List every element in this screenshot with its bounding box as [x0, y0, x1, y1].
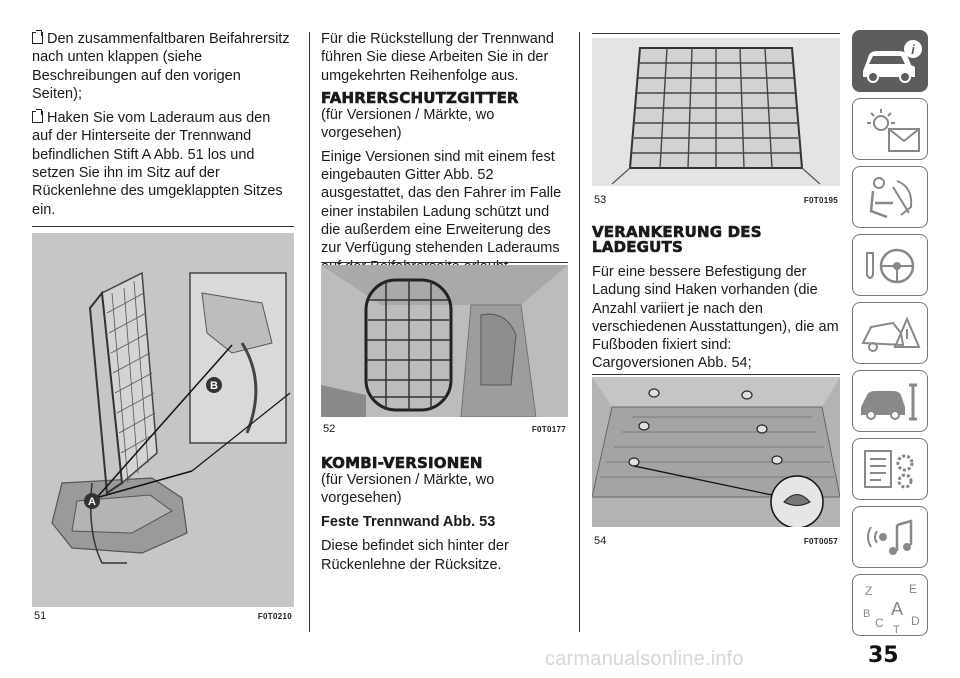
intro-paragraph: Für die Rückstellung der Trennwand führen Sie diese Arbeiten Sie in der umgekehrten Reihenfolge aus.	[321, 31, 554, 84]
tab-car-info[interactable]	[852, 30, 928, 92]
index-letter-t: T	[893, 624, 900, 636]
column-2	[321, 30, 568, 282]
emergency-icon	[853, 303, 929, 365]
cargo-floor-illustration	[592, 377, 840, 527]
figure-51-number: 51	[34, 610, 47, 622]
figure-53	[592, 33, 840, 210]
tab-safety[interactable]	[852, 166, 928, 228]
column-1	[32, 30, 294, 225]
figure-54-number: 54	[594, 535, 607, 547]
column-divider-2	[579, 32, 580, 632]
index-letter-d: D	[911, 614, 920, 628]
column-2-lower	[321, 452, 568, 580]
figure-51	[32, 226, 294, 627]
figure-52-code: F0T0177	[531, 425, 566, 434]
index-letter-e: E	[909, 582, 918, 596]
tab-technical-data[interactable]	[852, 438, 928, 500]
heading-verankerung: VERANKERUNG DES	[592, 223, 762, 241]
tab-starting-driving[interactable]	[852, 234, 928, 296]
bullet-2-text: Haken Sie vom Laderaum aus den auf der Hinterseite der Trennwand befindlichen Stift A Abb. 51 los und setzen Sie ihn im Sitz auf der Rückenlehne des umgeklappten Sitzes ein.	[32, 110, 283, 218]
figure-53-number: 53	[594, 194, 607, 206]
availability-note-2: (für Versionen / Märkte, wo vorgesehen)	[321, 472, 495, 506]
tab-maintenance[interactable]	[852, 370, 928, 432]
driver-grille-illustration	[321, 265, 568, 417]
heading-ladeguts: LADEGUTS	[592, 238, 683, 256]
tab-index[interactable]	[852, 574, 928, 636]
cargo-versions-line: Cargoversionen Abb. 54;	[592, 355, 752, 372]
index-letter-a: A	[891, 599, 904, 619]
fixed-partition-illustration	[592, 38, 840, 186]
figure-54-code: F0T0057	[803, 537, 838, 546]
figure-52	[321, 262, 568, 443]
bullet-1-text: Den zusammenfaltbaren Beifahrersitz nach unten klappen (siehe Beschreibungen auf den vorigen Seiten);	[32, 31, 290, 102]
instruction-bullet-2	[32, 109, 294, 219]
instruction-bullet-1	[32, 30, 294, 103]
index-letter-z: Z	[865, 584, 873, 598]
figure-54	[592, 374, 840, 555]
maintenance-icon	[853, 371, 929, 433]
warning-lights-icon	[853, 99, 929, 161]
figure-51-code: F0T0210	[257, 612, 292, 621]
page-number: 35	[868, 643, 899, 668]
availability-note-1: (für Versionen / Märkte, wo vorgesehen)	[321, 106, 495, 141]
callout-b: B	[210, 380, 218, 392]
seat-partition-illustration	[32, 233, 294, 607]
figure-53-code: F0T0195	[803, 196, 838, 205]
svg-text:i: i	[911, 42, 915, 57]
fixed-partition-heading: Feste Trennwand Abb. 53	[321, 514, 496, 530]
column-divider-1	[309, 32, 310, 632]
figure-54-image	[592, 377, 840, 527]
seat-safety-icon	[853, 167, 929, 229]
checkbox-bullet-icon	[32, 111, 43, 123]
grille-paragraph: Einige Versionen sind mit einem fest eingebauten Gitter Abb. 52 ausgestattet, das den Fahrer im Falle einer instabilen Ladung schützt und die außerdem eine Erweiterung des zur Verfügung stehenden Laderaums	[321, 148, 562, 257]
tab-multimedia[interactable]	[852, 506, 928, 568]
heading-fahrerschutzgitter: FAHRERSCHUTZGITTER	[321, 88, 519, 107]
heading-kombi-versionen: KOMBI-VERSIONEN	[321, 454, 483, 472]
car-info-icon	[853, 31, 929, 93]
figure-52-number: 52	[323, 423, 336, 435]
figure-52-image	[321, 265, 568, 417]
checkbox-bullet-icon	[32, 32, 43, 44]
anchoring-paragraph: Für eine bessere Befestigung der Ladung sind Haken vorhanden (die Anzahl variiert je nach den verschiedenen Ausstattungen), die am Fußboden fixiert sind:	[592, 264, 839, 354]
technical-data-icon	[853, 439, 929, 501]
figure-51-image	[32, 233, 294, 607]
steering-wheel-icon	[853, 235, 929, 297]
index-letter-c: C	[875, 616, 884, 630]
callout-a: A	[88, 496, 96, 508]
tab-warning-lights[interactable]	[852, 98, 928, 160]
index-icon	[853, 575, 929, 637]
partition-location-paragraph: Diese befindet sich hinter der Rückenlehne der Rücksitze.	[321, 538, 509, 573]
tab-emergency[interactable]	[852, 302, 928, 364]
index-letter-b: B	[863, 608, 871, 620]
figure-53-image	[592, 38, 840, 186]
column-3	[592, 221, 840, 379]
multimedia-icon	[853, 507, 929, 569]
site-watermark: carmanualsonline.info	[545, 648, 744, 670]
